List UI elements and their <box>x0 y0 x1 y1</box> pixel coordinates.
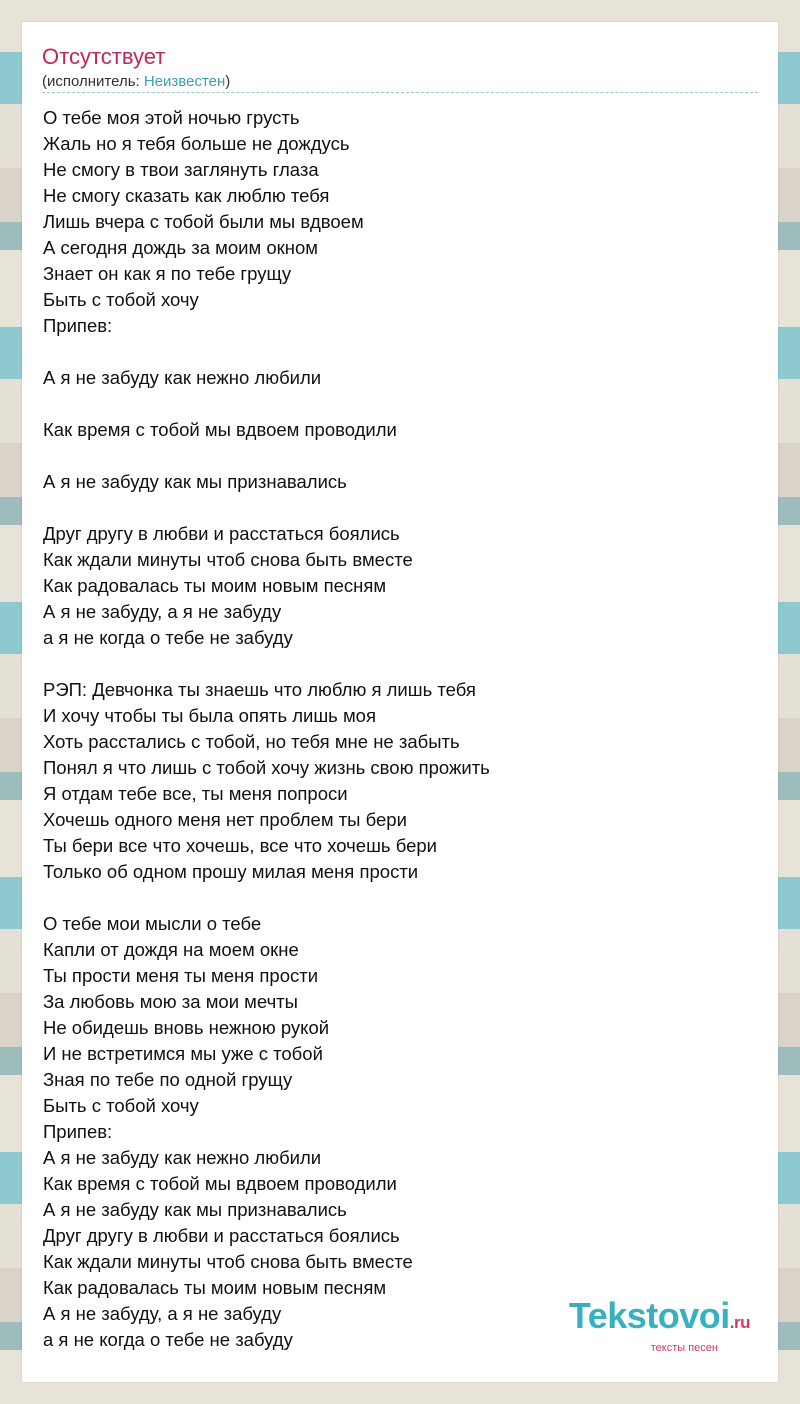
lyrics-line: Лишь вчера с тобой были мы вдвоем <box>43 211 364 232</box>
lyrics-line: И хочу чтобы ты была опять лишь моя <box>43 705 376 726</box>
lyrics-line: А я не забуду, а я не забуду <box>43 601 282 622</box>
lyrics-line: Только об одном прошу милая меня прости <box>43 861 419 882</box>
lyrics-line: А я не забуду как мы признавались <box>43 471 347 492</box>
lyrics-line: Ты прости меня ты меня прости <box>43 965 319 986</box>
lyrics-line: И не встретимся мы уже с тобой <box>43 1043 323 1064</box>
lyrics-line: Припев: <box>43 315 113 336</box>
lyrics-blank-line <box>43 495 759 521</box>
lyrics-line: а я не когда о тебе не забуду <box>43 627 293 648</box>
song-title: Отсутствует <box>42 44 166 69</box>
lyrics-text <box>43 105 759 1353</box>
lyrics-line: Как радовалась ты моим новым песням <box>43 1277 387 1298</box>
artist-suffix: ) <box>225 73 231 90</box>
lyrics-line: Капли от дождя на моем окне <box>43 939 299 960</box>
logo-wordmark <box>568 1295 750 1341</box>
lyrics-blank-line <box>43 651 759 677</box>
lyrics-line: А сегодня дождь за моим окном <box>43 237 318 258</box>
lyrics-line: Как время с тобой мы вдвоем проводили <box>43 419 397 440</box>
logo-suffix: .ru <box>729 1313 750 1332</box>
lyrics-line: О тебе моя этой ночью грусть <box>43 107 300 128</box>
lyrics-blank-line <box>43 885 759 911</box>
lyrics-line: Друг другу в любви и расстаться боялись <box>43 523 400 544</box>
lyrics-line: Не обидешь вновь нежною рукой <box>43 1017 330 1038</box>
lyrics-line: Не смогу в твои заглянуть глаза <box>43 159 319 180</box>
lyrics-blank-line <box>43 443 759 469</box>
lyrics-line: А я не забуду как мы признавались <box>43 1199 347 1220</box>
lyrics-line: А я не забуду, а я не забуду <box>43 1303 282 1324</box>
artist-prefix: (исполнитель: <box>42 73 144 90</box>
lyrics-line: О тебе мои мысли о тебе <box>43 913 262 934</box>
lyrics-line: Припев: <box>43 1121 113 1142</box>
lyrics-blank-line <box>43 391 759 417</box>
logo-tagline: тексты песен <box>650 1342 718 1354</box>
dashed-divider <box>42 92 758 93</box>
artist-line <box>42 72 230 92</box>
lyrics-line: Жаль но я тебя больше не дождусь <box>43 133 350 154</box>
lyrics-line: Как ждали минуты чтоб снова быть вместе <box>43 1251 413 1272</box>
lyrics-line: РЭП: Девчонка ты знаешь что люблю я лишь тебя <box>43 679 476 700</box>
lyrics-line: За любовь мою за мои мечты <box>43 991 298 1012</box>
lyrics-card <box>22 22 778 1382</box>
lyrics-line: Друг другу в любви и расстаться боялись <box>43 1225 400 1246</box>
lyrics-line: Ты бери все что хочешь, все что хочешь бери <box>43 835 438 856</box>
lyrics-line: Быть с тобой хочу <box>43 1095 199 1116</box>
lyrics-line: Быть с тобой хочу <box>43 289 199 310</box>
lyrics-line: А я не забуду как нежно любили <box>43 1147 322 1168</box>
artist-link[interactable]: Неизвестен <box>143 73 226 90</box>
lyrics-line: Как время с тобой мы вдвоем проводили <box>43 1173 397 1194</box>
lyrics-line: Зная по тебе по одной грущу <box>43 1069 293 1090</box>
lyrics-line: Как ждали минуты чтоб снова быть вместе <box>43 549 413 570</box>
lyrics-line: Знает он как я по тебе грущу <box>43 263 292 284</box>
lyrics-line: Хоть расстались с тобой, но тебя мне не забыть <box>43 731 460 752</box>
lyrics-line: Как радовалась ты моим новым песням <box>43 575 387 596</box>
lyrics-line: А я не забуду как нежно любили <box>43 367 322 388</box>
lyrics-blank-line <box>43 339 759 365</box>
lyrics-line: Понял я что лишь с тобой хочу жизнь свою прожить <box>43 757 490 778</box>
lyrics-line: а я не когда о тебе не забуду <box>43 1329 293 1350</box>
site-logo[interactable] <box>568 1295 750 1354</box>
lyrics-line: Хочешь одного меня нет проблем ты бери <box>43 809 407 830</box>
logo-main-text: Tekstovoi <box>568 1295 730 1336</box>
lyrics-line: Не смогу сказать как люблю тебя <box>43 185 330 206</box>
lyrics-line: Я отдам тебе все, ты меня попроси <box>43 783 348 804</box>
